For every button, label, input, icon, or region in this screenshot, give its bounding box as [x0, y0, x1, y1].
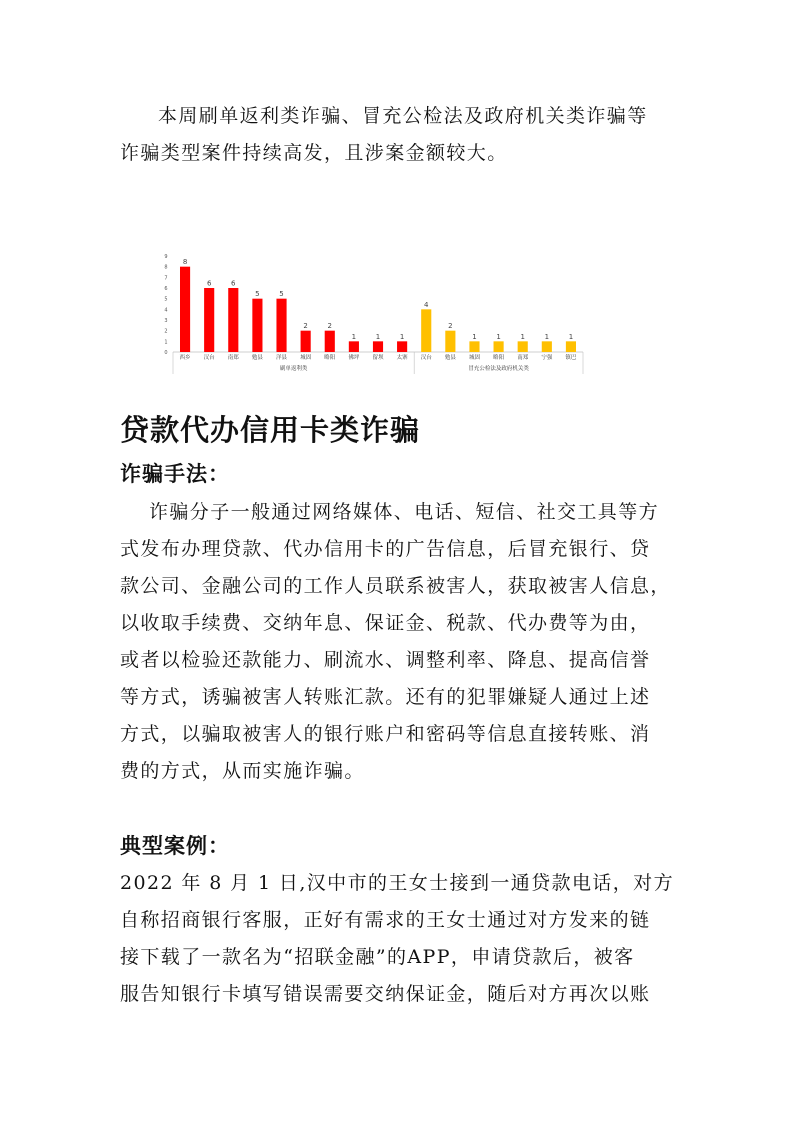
method-line: 诈骗分子一般通过网络媒体、电话、短信、社交工具等方 — [149, 501, 660, 523]
bar-value-label: 1 — [568, 332, 574, 341]
bar-value-label: 1 — [544, 332, 550, 341]
x-tick-label: 太寨 — [396, 355, 408, 361]
bar-value-label: 6 — [206, 279, 212, 288]
x-tick-label: 南郑 — [227, 355, 239, 361]
bar — [252, 299, 262, 352]
bar-value-label: 1 — [351, 332, 357, 341]
fraud-cases-bar-chart — [163, 243, 588, 378]
case-line: 自称招商银行客服，正好有需求的王女士通过对方发来的链 — [120, 909, 651, 931]
x-tick-label: 留坝 — [372, 355, 384, 361]
x-tick-label: 宁强 — [541, 355, 553, 361]
intro-line: 诈骗类型案件持续高发，且涉案金额较大。 — [120, 142, 508, 164]
bar — [204, 288, 214, 352]
bar-value-label: 5 — [279, 290, 284, 299]
bar-value-label: 2 — [303, 322, 308, 331]
y-tick-label: 7 — [164, 275, 168, 282]
bar — [228, 288, 238, 352]
y-tick-label: 8 — [164, 264, 168, 271]
method-line: 方式，以骗取被害人的银行账户和密码等信息直接转账、消 — [120, 723, 651, 745]
x-tick-label: 汉台 — [420, 355, 432, 361]
method-line: 以收取手续费、交纳年息、保证金、税款、代办费等为由， — [120, 612, 651, 634]
bar-value-label: 1 — [496, 332, 501, 341]
bar — [469, 341, 479, 352]
bar — [349, 341, 359, 352]
bar — [494, 341, 504, 352]
bar-value-label: 1 — [520, 332, 525, 341]
bar-value-label: 1 — [472, 332, 477, 341]
bar — [373, 341, 383, 352]
bar — [180, 267, 190, 352]
x-tick-label: 略阳 — [324, 355, 336, 361]
method-paragraph — [120, 494, 675, 790]
case-paragraph — [120, 865, 675, 1013]
x-tick-label: 城固 — [300, 355, 312, 361]
bar — [421, 309, 431, 352]
bar — [445, 331, 455, 352]
method-line: 费的方式，从而实施诈骗。 — [120, 760, 365, 782]
y-tick-label: 1 — [164, 339, 168, 346]
method-line: 式发布办理贷款、代办信用卡的广告信息，后冒充银行、贷 — [120, 538, 651, 560]
x-tick-label: 洋县 — [276, 355, 288, 361]
section-title: 贷款代办信用卡类诈骗 — [120, 413, 421, 447]
y-tick-label: 4 — [164, 307, 168, 314]
x-tick-label: 勉县 — [251, 355, 263, 361]
case-line: 接下载了一款名为“招联金融”的APP，申请贷款后，被客 — [120, 946, 635, 968]
bar — [397, 341, 407, 352]
x-tick-label: 城固 — [468, 355, 480, 361]
y-tick-label: 0 — [164, 350, 168, 356]
bar — [276, 299, 286, 352]
y-tick-label: 9 — [164, 254, 168, 260]
x-tick-label: 佛坪 — [348, 355, 360, 361]
x-tick-label: 南郑 — [517, 355, 529, 361]
case-line: 服告知银行卡填写错误需要交纳保证金，随后对方再次以账 — [120, 983, 651, 1005]
y-tick-label: 3 — [164, 318, 168, 324]
y-tick-label: 5 — [164, 296, 168, 303]
bar — [542, 341, 552, 352]
method-line: 等方式，诱骗被害人转账汇款。还有的犯罪嫌疑人通过上述 — [120, 686, 651, 708]
case-heading: 典型案例： — [120, 834, 230, 858]
group-label: 刷单返利类 — [279, 366, 308, 372]
bar-value-label: 1 — [399, 332, 405, 341]
intro-line: 本周刷单返利类诈骗、冒充公检法及政府机关类诈骗等 — [158, 105, 648, 127]
intro-paragraph — [120, 98, 675, 172]
x-tick-label: 勉县 — [444, 355, 456, 361]
bar-value-label: 4 — [424, 300, 429, 309]
bar-value-label: 1 — [375, 332, 381, 341]
method-line: 款公司、金融公司的工作人员联系被害人，获取被害人信息， — [120, 575, 671, 597]
bar-value-label: 6 — [231, 279, 236, 288]
y-tick-label: 2 — [164, 328, 168, 335]
x-tick-label: 汉台 — [203, 355, 215, 361]
bar-value-label: 8 — [182, 258, 188, 267]
group-label: 冒充公检法及政府机关类 — [468, 366, 529, 372]
x-tick-label: 西乡 — [179, 355, 191, 361]
bar — [518, 341, 528, 352]
bar — [301, 331, 311, 352]
method-heading: 诈骗手法： — [120, 462, 230, 486]
bar — [325, 331, 335, 352]
bar-value-label: 2 — [327, 322, 332, 331]
bar — [566, 341, 576, 352]
y-tick-label: 6 — [164, 286, 168, 292]
x-tick-label: 镇巴 — [565, 355, 577, 361]
case-line: 2022 年 8 月 1 日,汉中市的王女士接到一通贷款电话，对方 — [120, 872, 674, 894]
bar-value-label: 2 — [448, 322, 453, 331]
x-tick-label: 略阳 — [493, 355, 505, 361]
method-line: 或者以检验还款能力、刷流水、调整利率、降息、提高信誉 — [120, 649, 651, 671]
bar-value-label: 5 — [255, 290, 260, 299]
